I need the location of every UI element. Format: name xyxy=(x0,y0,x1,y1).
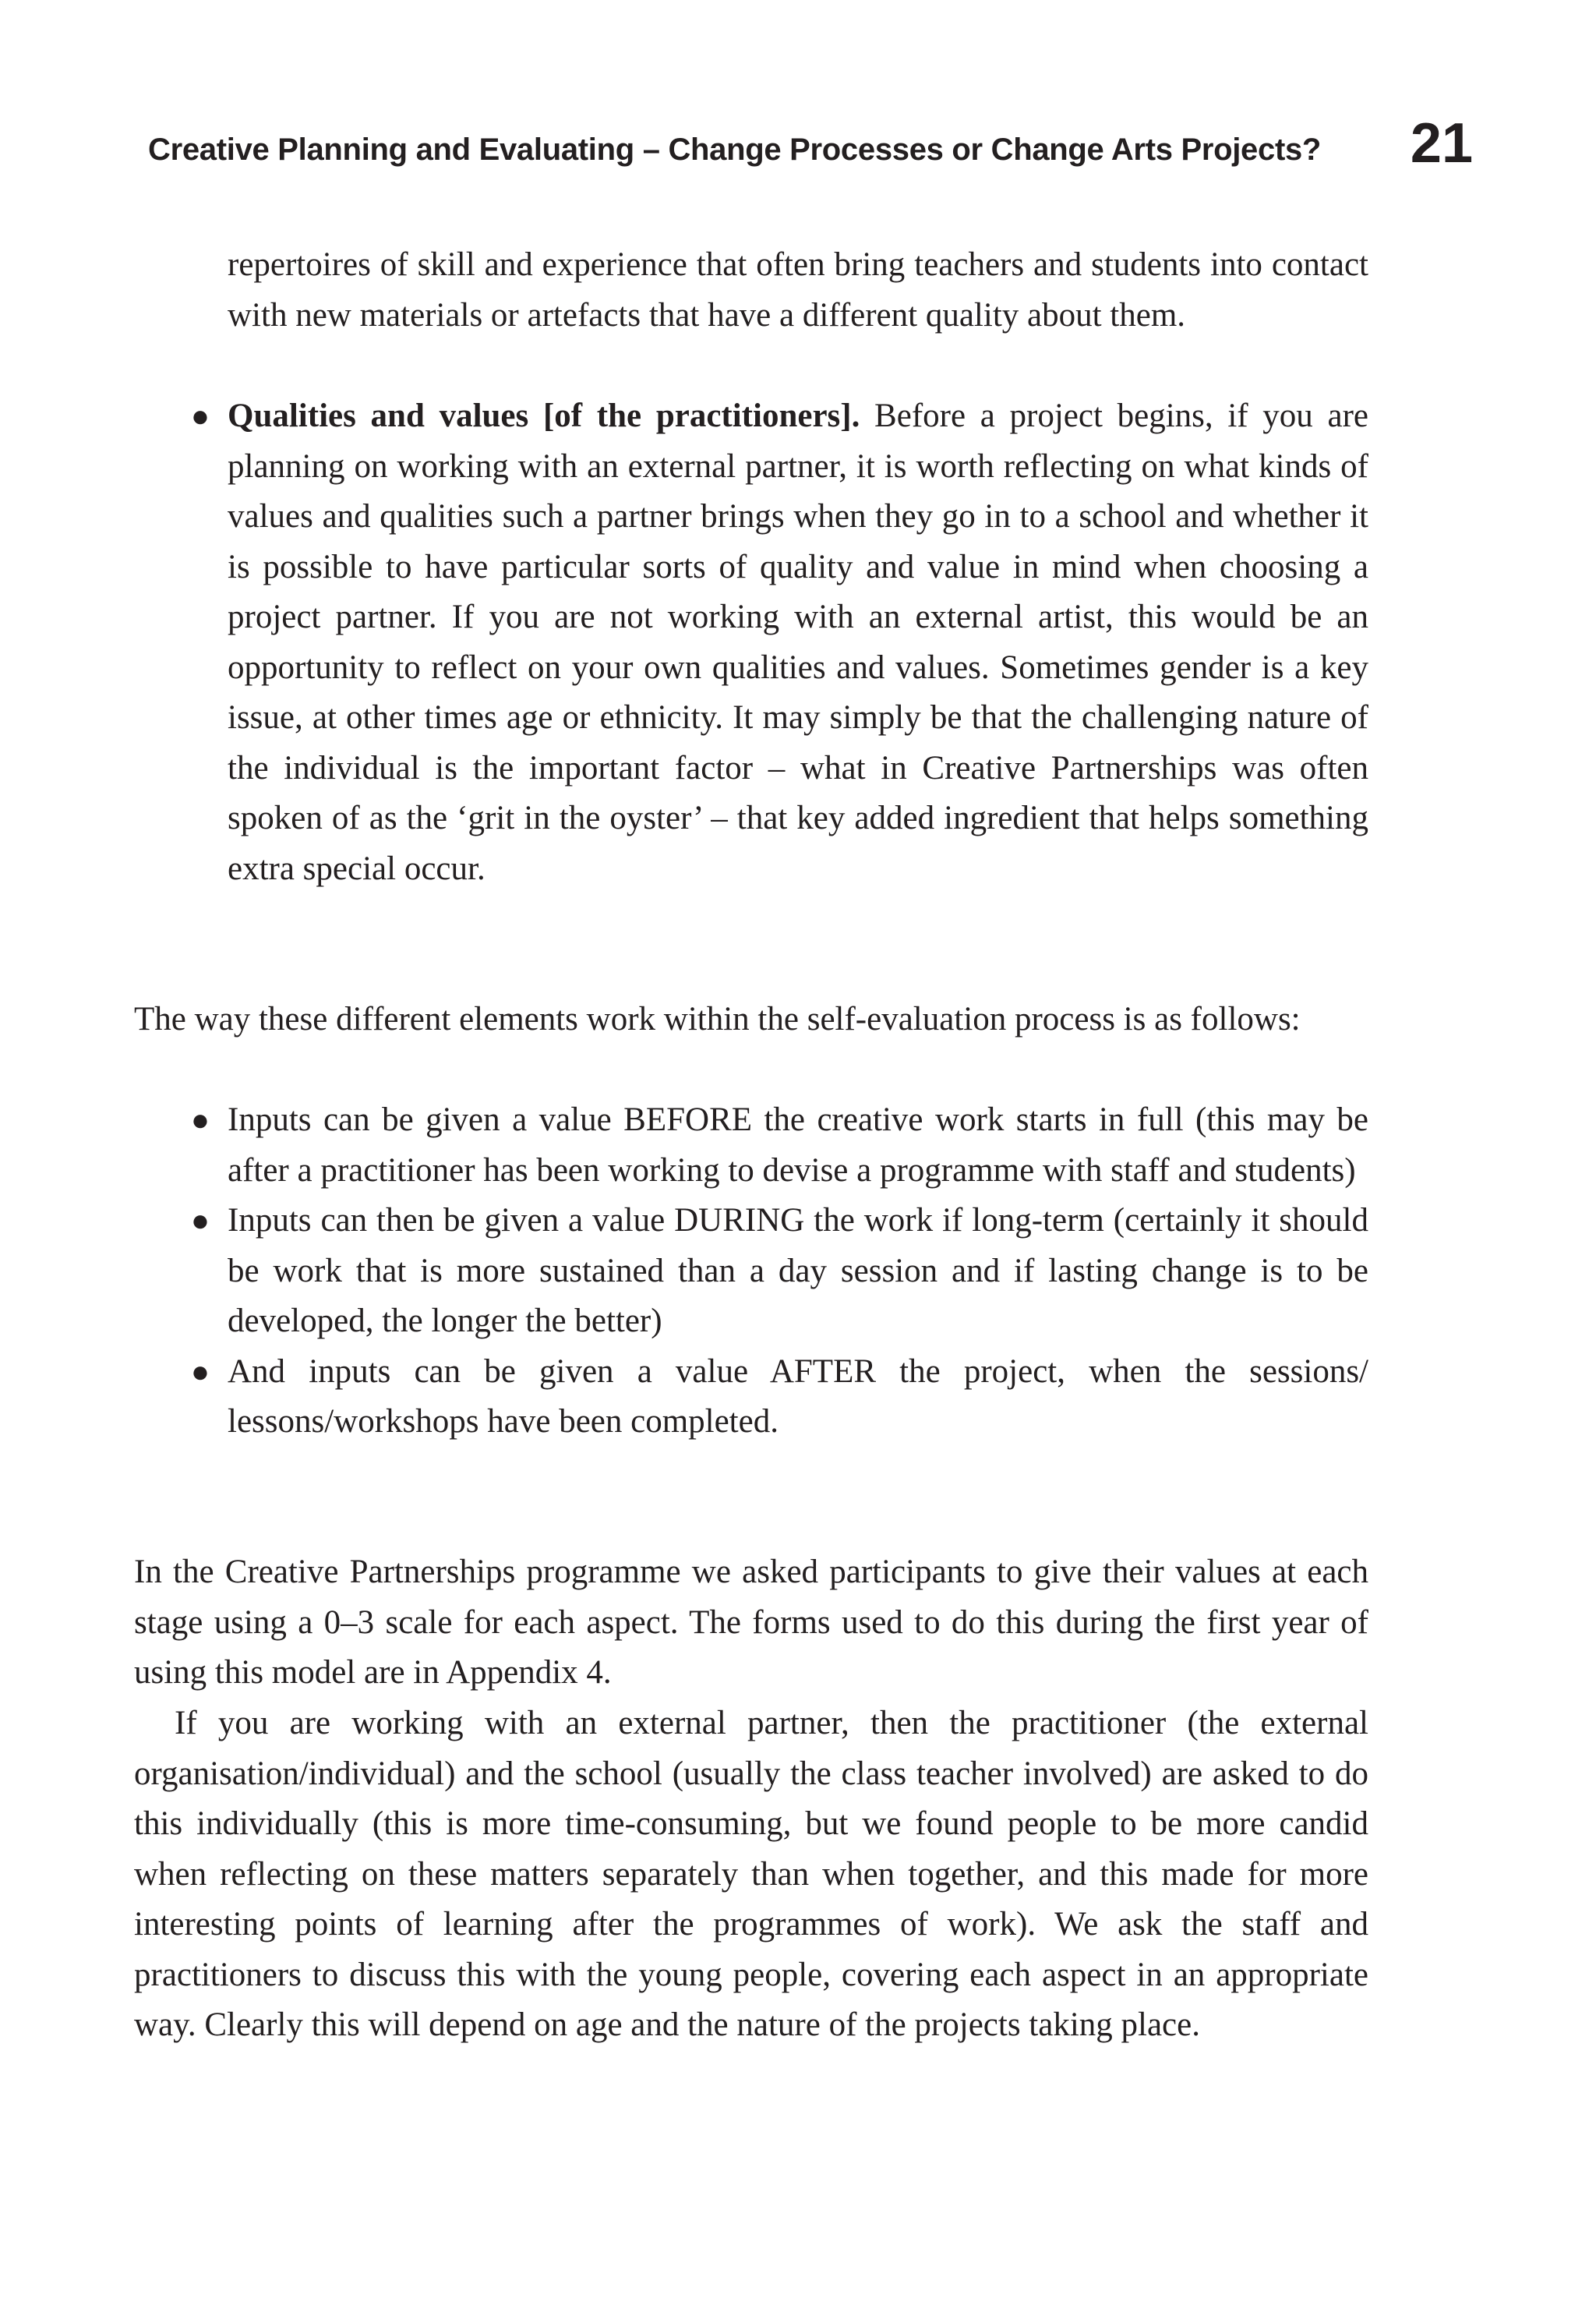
bullet-text: Inputs can be given a value BEFORE the creative work starts in full (this may be after a practitioner has been working to devise a programme with staff and students) xyxy=(228,1101,1368,1189)
bullet-icon: ● xyxy=(190,1353,210,1389)
qualities-bullet-list xyxy=(134,391,1368,894)
body-paragraph: In the Creative Partnerships programme we asked participants to give their values at each stage using a 0–3 scale for each aspect. The forms used to do this during the first year of using this model are in Appendix 4. xyxy=(134,1554,1368,1691)
bullet-text: Before a project begins, if you are planning on working with an external partner, it is worth reflecting on what kinds of values and qualities such a partner brings when they go in to a school and whether it is possible to have particular sorts of quality and value in mind when choosing a project partner. If you are not working with an external artist, this would be an opportunity to reflect on your own qualities and values. Sometimes gender is a key issue, at other times age or ethnicity. It may simply be that the challenging nature of the individual is the important factor – what in Creative Partnerships was often spoken of as the ‘grit in the oyster’ – that key added ingredient that helps something extra special occur. xyxy=(228,398,1368,887)
bullet-text: Inputs can then be given a value DURING the work if long-term (certainly it should be work that is more sustained than a day session and if lasting change is to be developed, the longer the better) xyxy=(228,1202,1368,1339)
lead-in-sentence: The way these different elements work within the self-evaluation process is as follows: xyxy=(134,1001,1301,1038)
bullet-icon: ● xyxy=(190,398,210,433)
bullet-icon: ● xyxy=(190,1203,210,1238)
continued-bullet-text: repertoires of skill and experience that often bring teachers and students into contact with new materials or artefacts that have a different quality about them. xyxy=(228,246,1368,334)
page-header xyxy=(148,112,1473,178)
page-number: 21 xyxy=(1410,112,1473,175)
bullet-text: And inputs can be given a value AFTER the project, when the sessions/ lessons/workshops have been completed. xyxy=(228,1352,1368,1440)
bullet-icon: ● xyxy=(190,1102,210,1137)
list-item xyxy=(134,1196,1368,1347)
bullet-heading: Qualities and values [of the practitioners]. xyxy=(228,398,860,434)
running-head: Creative Planning and Evaluating – Change Processes or Change Arts Projects? xyxy=(148,133,1322,167)
list-item xyxy=(134,1347,1368,1448)
list-item xyxy=(134,1095,1368,1196)
inputs-bullet-list xyxy=(134,1095,1368,1448)
list-item xyxy=(134,391,1368,894)
body-paragraph: If you are working with an external partner, then the practitioner (the external organisation/individual) and the school (usually the class teacher involved) are asked to do this individually (this is more time-consuming, but we found people to be more candid when reflecting on these matters separately than when together, and this made for more interesting points of learning after the programmes of work). We ask the staff and practitioners to discuss this with the young people, covering each aspect in an appropriate way. Clearly this will depend on age and the nature of the projects taking place. xyxy=(134,1705,1368,2043)
